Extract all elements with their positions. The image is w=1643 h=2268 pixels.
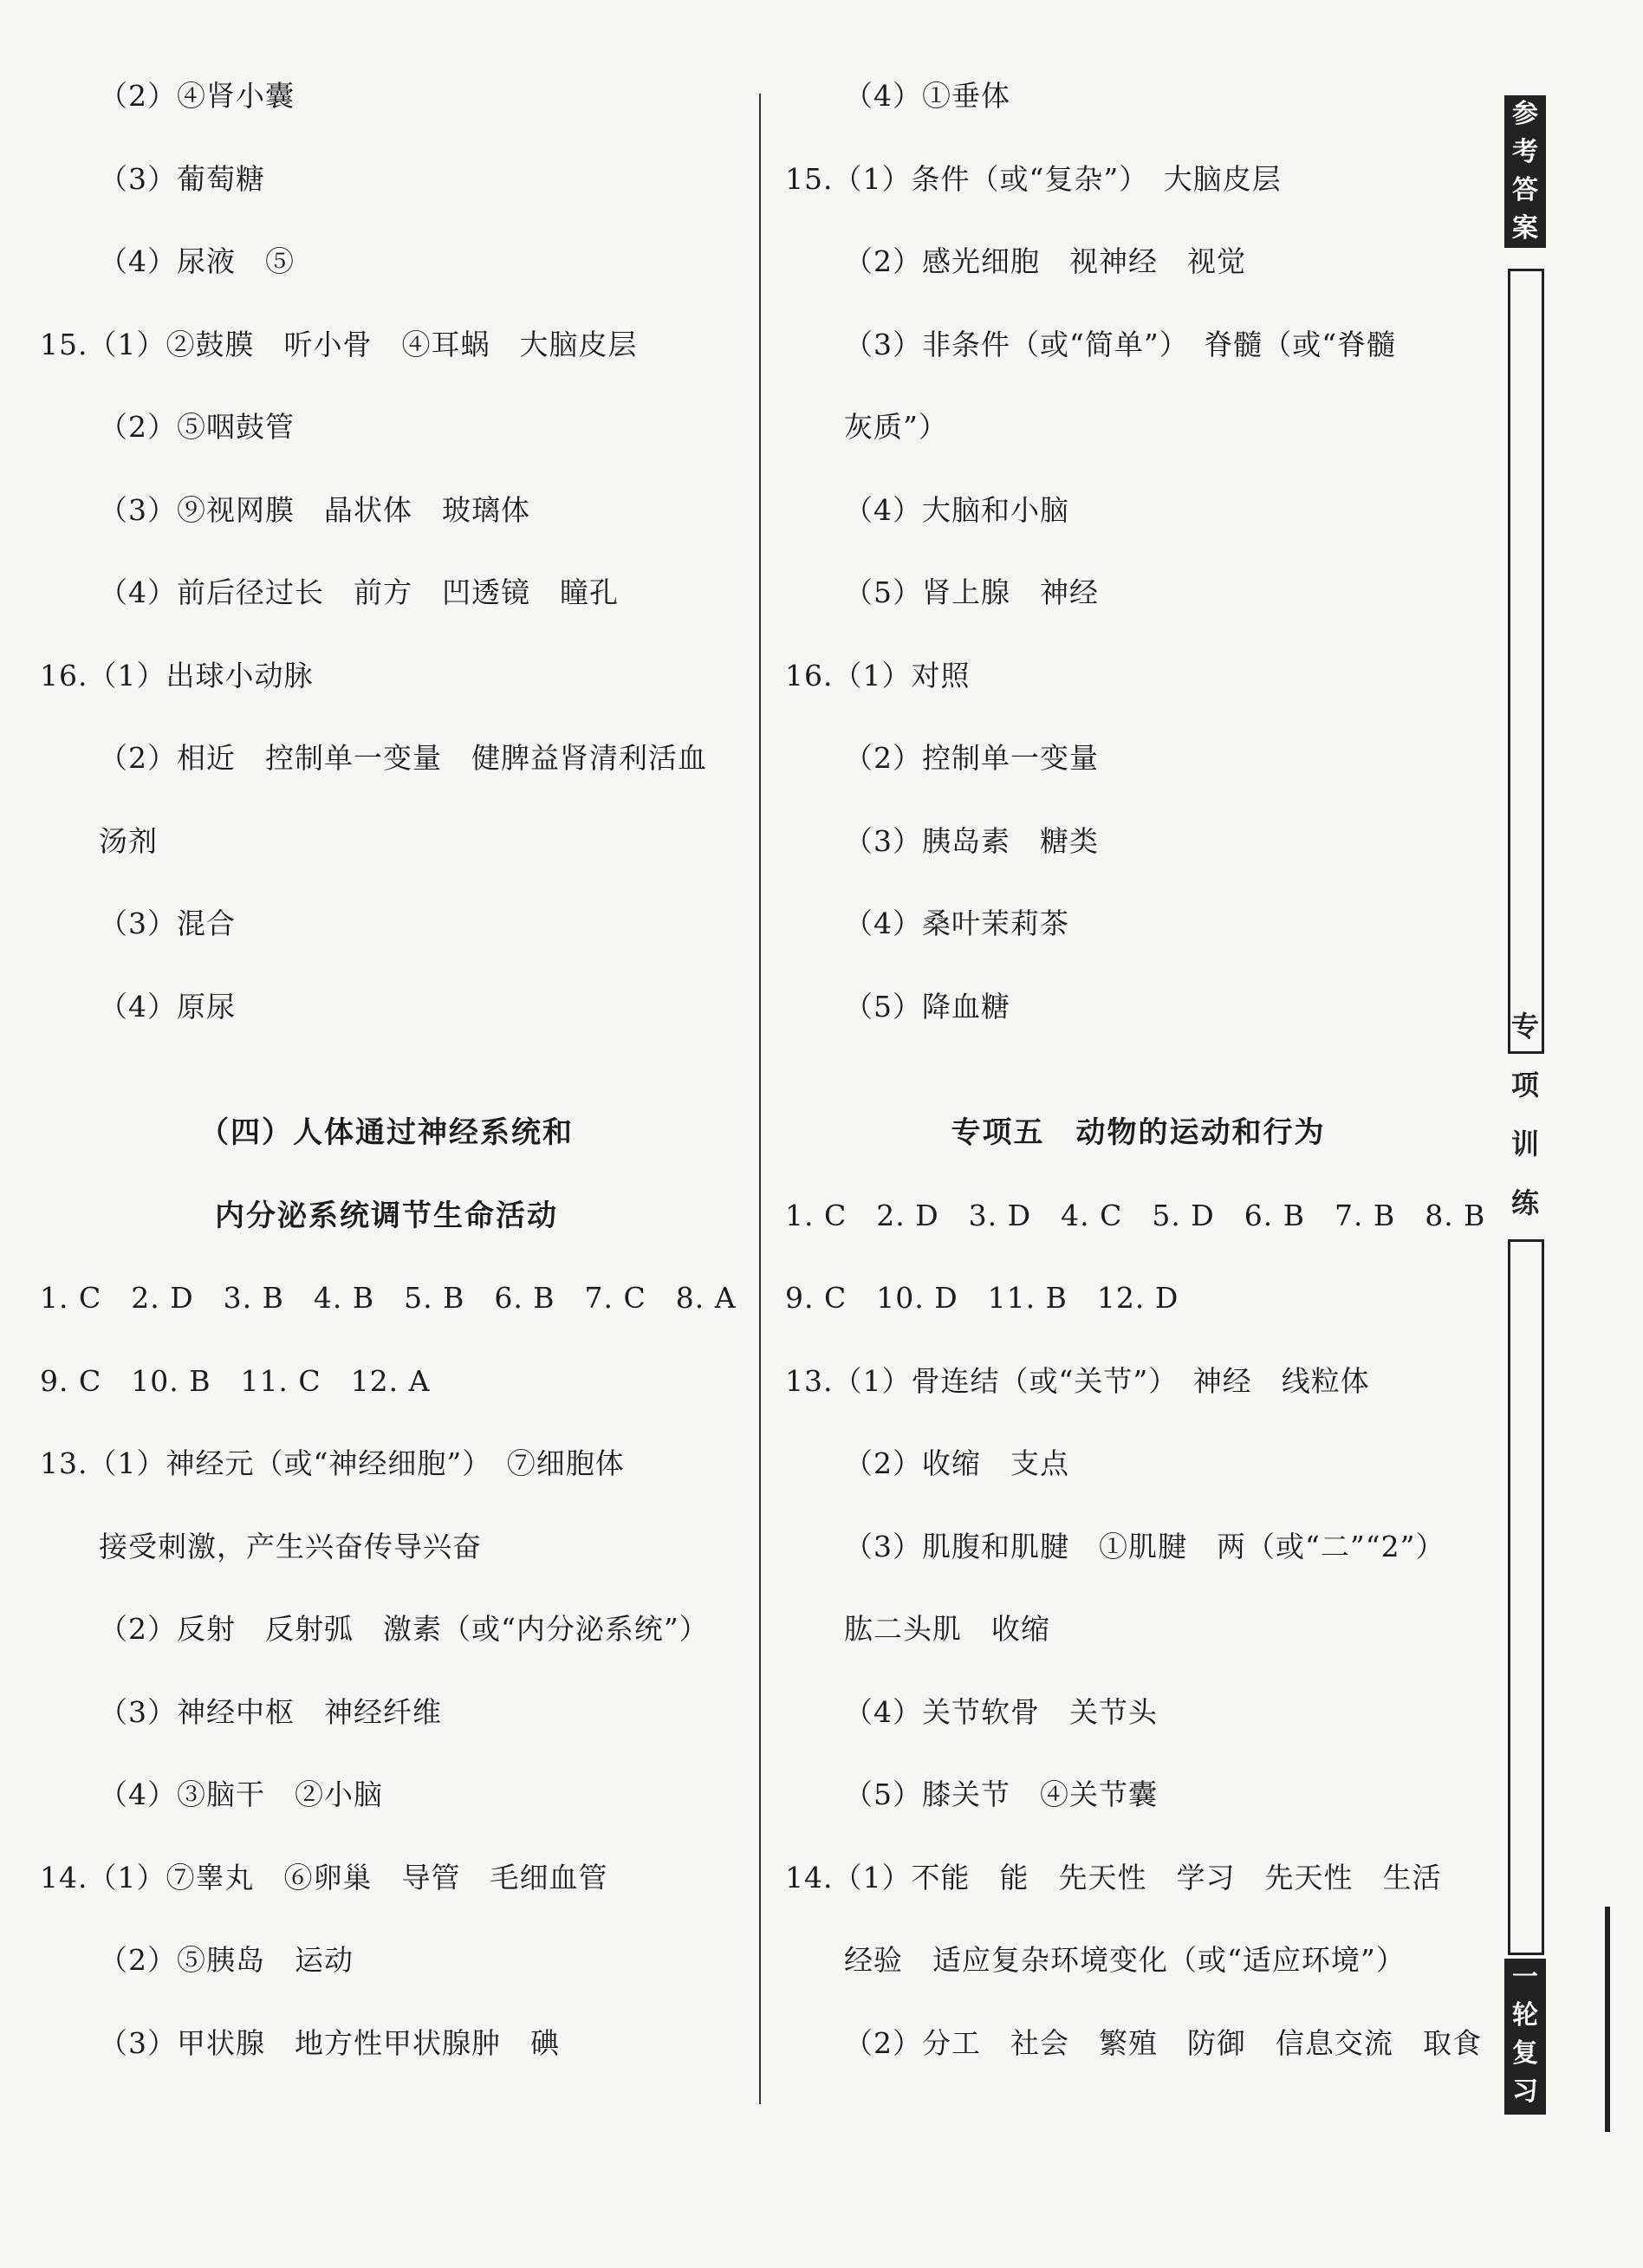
answer-list-nervous-continued xyxy=(785,78,1491,1071)
answer-line: （4）前后径过长 前方 凹透镜 瞳孔 xyxy=(99,575,619,609)
answer-line: （2）反射 反射弧 激素（或“内分泌系统”） xyxy=(99,1612,709,1646)
answer-line: 13.（1）神经元（或“神经细胞”） ⑦细胞体 xyxy=(40,1446,625,1480)
answer-line: （4）大脑和小脑 xyxy=(844,492,1069,527)
tab-char: 参 xyxy=(1512,99,1538,129)
right-column xyxy=(785,78,1491,2108)
answer-line: 14.（1）⑦睾丸 ⑥卵巢 导管 毛细血管 xyxy=(40,1860,608,1894)
answer-line: 15.（1）②鼓膜 听小骨 ④耳蜗 大脑皮层 xyxy=(40,327,638,361)
tab-char: 专 xyxy=(1510,1010,1539,1043)
answer-line: （4）原尿 xyxy=(99,989,236,1024)
answer-line: 1. C 2. D 3. B 4. B 5. B 6. B 7. C 8. A xyxy=(40,1281,737,1315)
answer-line: （3）甲状腺 地方性甲状腺肿 碘 xyxy=(99,2025,560,2060)
tab-char: 答 xyxy=(1512,175,1538,205)
tab-char: 训 xyxy=(1510,1128,1539,1160)
answer-line: 13.（1）骨连结（或“关节”） 神经 线粒体 xyxy=(785,1363,1370,1398)
answer-line: 灰质”） xyxy=(844,410,948,444)
answer-line: 9. C 10. D 11. B 12. D xyxy=(785,1281,1179,1315)
tab-first-review xyxy=(1504,1959,1546,2115)
answer-line: （3）葡萄糖 xyxy=(99,161,265,196)
answer-line: （3）胰岛素 糖类 xyxy=(844,823,1099,858)
section-heading-animal-movement: 专项五 动物的运动和行为 xyxy=(951,1115,1326,1150)
left-column xyxy=(40,78,737,2108)
tab-char: 一 xyxy=(1512,1962,1538,1992)
answer-line: 16.（1）出球小动脉 xyxy=(40,658,314,692)
answer-line: （4）①垂体 xyxy=(844,79,1010,113)
answer-line: 14.（1）不能 能 先天性 学习 先天性 生活 xyxy=(785,1860,1442,1894)
answer-line: （3）神经中枢 神经纤维 xyxy=(99,1694,442,1729)
tab-char: 习 xyxy=(1512,2076,1538,2107)
answer-list-kidney-ear-eye xyxy=(40,78,733,1071)
answer-line: 接受刺激，产生兴奋传导兴奋 xyxy=(99,1529,482,1563)
answer-line: 1. C 2. D 3. D 4. C 5. D 6. B 7. B 8. B xyxy=(785,1198,1486,1232)
answer-line: 15.（1）条件（或“复杂”） 大脑皮层 xyxy=(785,161,1282,196)
answer-line: （3）⑨视网膜 晶状体 玻璃体 xyxy=(99,492,530,527)
page-edge-mark xyxy=(1605,1907,1610,2132)
answer-line: （5）肾上腺 神经 xyxy=(844,575,1099,609)
answer-line: （4）尿液 ⑤ xyxy=(99,244,295,278)
answer-line: （2）⑤胰岛 运动 xyxy=(99,1943,354,1977)
tab-char: 复 xyxy=(1512,2038,1538,2069)
answer-list-nervous-endocrine xyxy=(40,1280,737,2108)
answer-line: （3）非条件（或“简单”） 脊髓（或“脊髓 xyxy=(844,327,1397,361)
section-heading-line-1: （四）人体通过神经系统和 xyxy=(199,1115,574,1150)
answer-line: （2）分工 社会 繁殖 防御 信息交流 取食 xyxy=(844,2025,1482,2060)
answer-line: （4）③脑干 ②小脑 xyxy=(99,1777,383,1811)
answer-line: （4）关节软骨 关节头 xyxy=(844,1694,1158,1729)
answer-line: （2）收缩 支点 xyxy=(844,1446,1069,1480)
answer-line: （2）相近 控制单一变量 健脾益肾清利活血 xyxy=(99,741,707,775)
answer-line: （2）④肾小囊 xyxy=(99,79,295,113)
answer-line: 肱二头肌 收缩 xyxy=(844,1612,1050,1646)
side-tab-strip xyxy=(1504,95,1546,2115)
answer-line: 经验 适应复杂环境变化（或“适应环境”） xyxy=(844,1943,1406,1977)
section-heading-line-2: 内分泌系统调节生命活动 xyxy=(215,1198,558,1233)
tab-char: 项 xyxy=(1510,1069,1539,1102)
answer-list-animal-movement xyxy=(785,1198,1491,2109)
answer-line: （5）降血糖 xyxy=(844,989,1010,1024)
tab-frame-lower xyxy=(1508,1239,1544,1955)
answer-line: （3）肌腹和肌腱 ①肌腱 两（或“二”“2”） xyxy=(844,1529,1445,1563)
tab-frame-upper xyxy=(1508,269,1544,1054)
tab-char: 练 xyxy=(1510,1186,1539,1219)
answer-line: （3）混合 xyxy=(99,907,236,940)
answer-line: （5）膝关节 ④关节囊 xyxy=(844,1777,1158,1811)
tab-char: 案 xyxy=(1512,213,1538,244)
tab-char: 考 xyxy=(1512,137,1538,167)
answer-line: （2）⑤咽鼓管 xyxy=(99,410,295,444)
answer-line: （4）桑叶茉莉茶 xyxy=(844,907,1069,940)
tab-char: 轮 xyxy=(1512,2000,1538,2031)
answer-line: 9. C 10. B 11. C 12. A xyxy=(40,1363,431,1398)
answer-line: （2）感光细胞 视神经 视觉 xyxy=(844,244,1246,278)
answer-line: 16.（1）对照 xyxy=(785,658,971,692)
tab-special-training xyxy=(1504,997,1546,1232)
column-divider xyxy=(759,94,761,2104)
answer-line: 汤剂 xyxy=(99,823,158,858)
tab-reference-answers xyxy=(1504,95,1546,248)
answer-line: （2）控制单一变量 xyxy=(844,741,1099,775)
